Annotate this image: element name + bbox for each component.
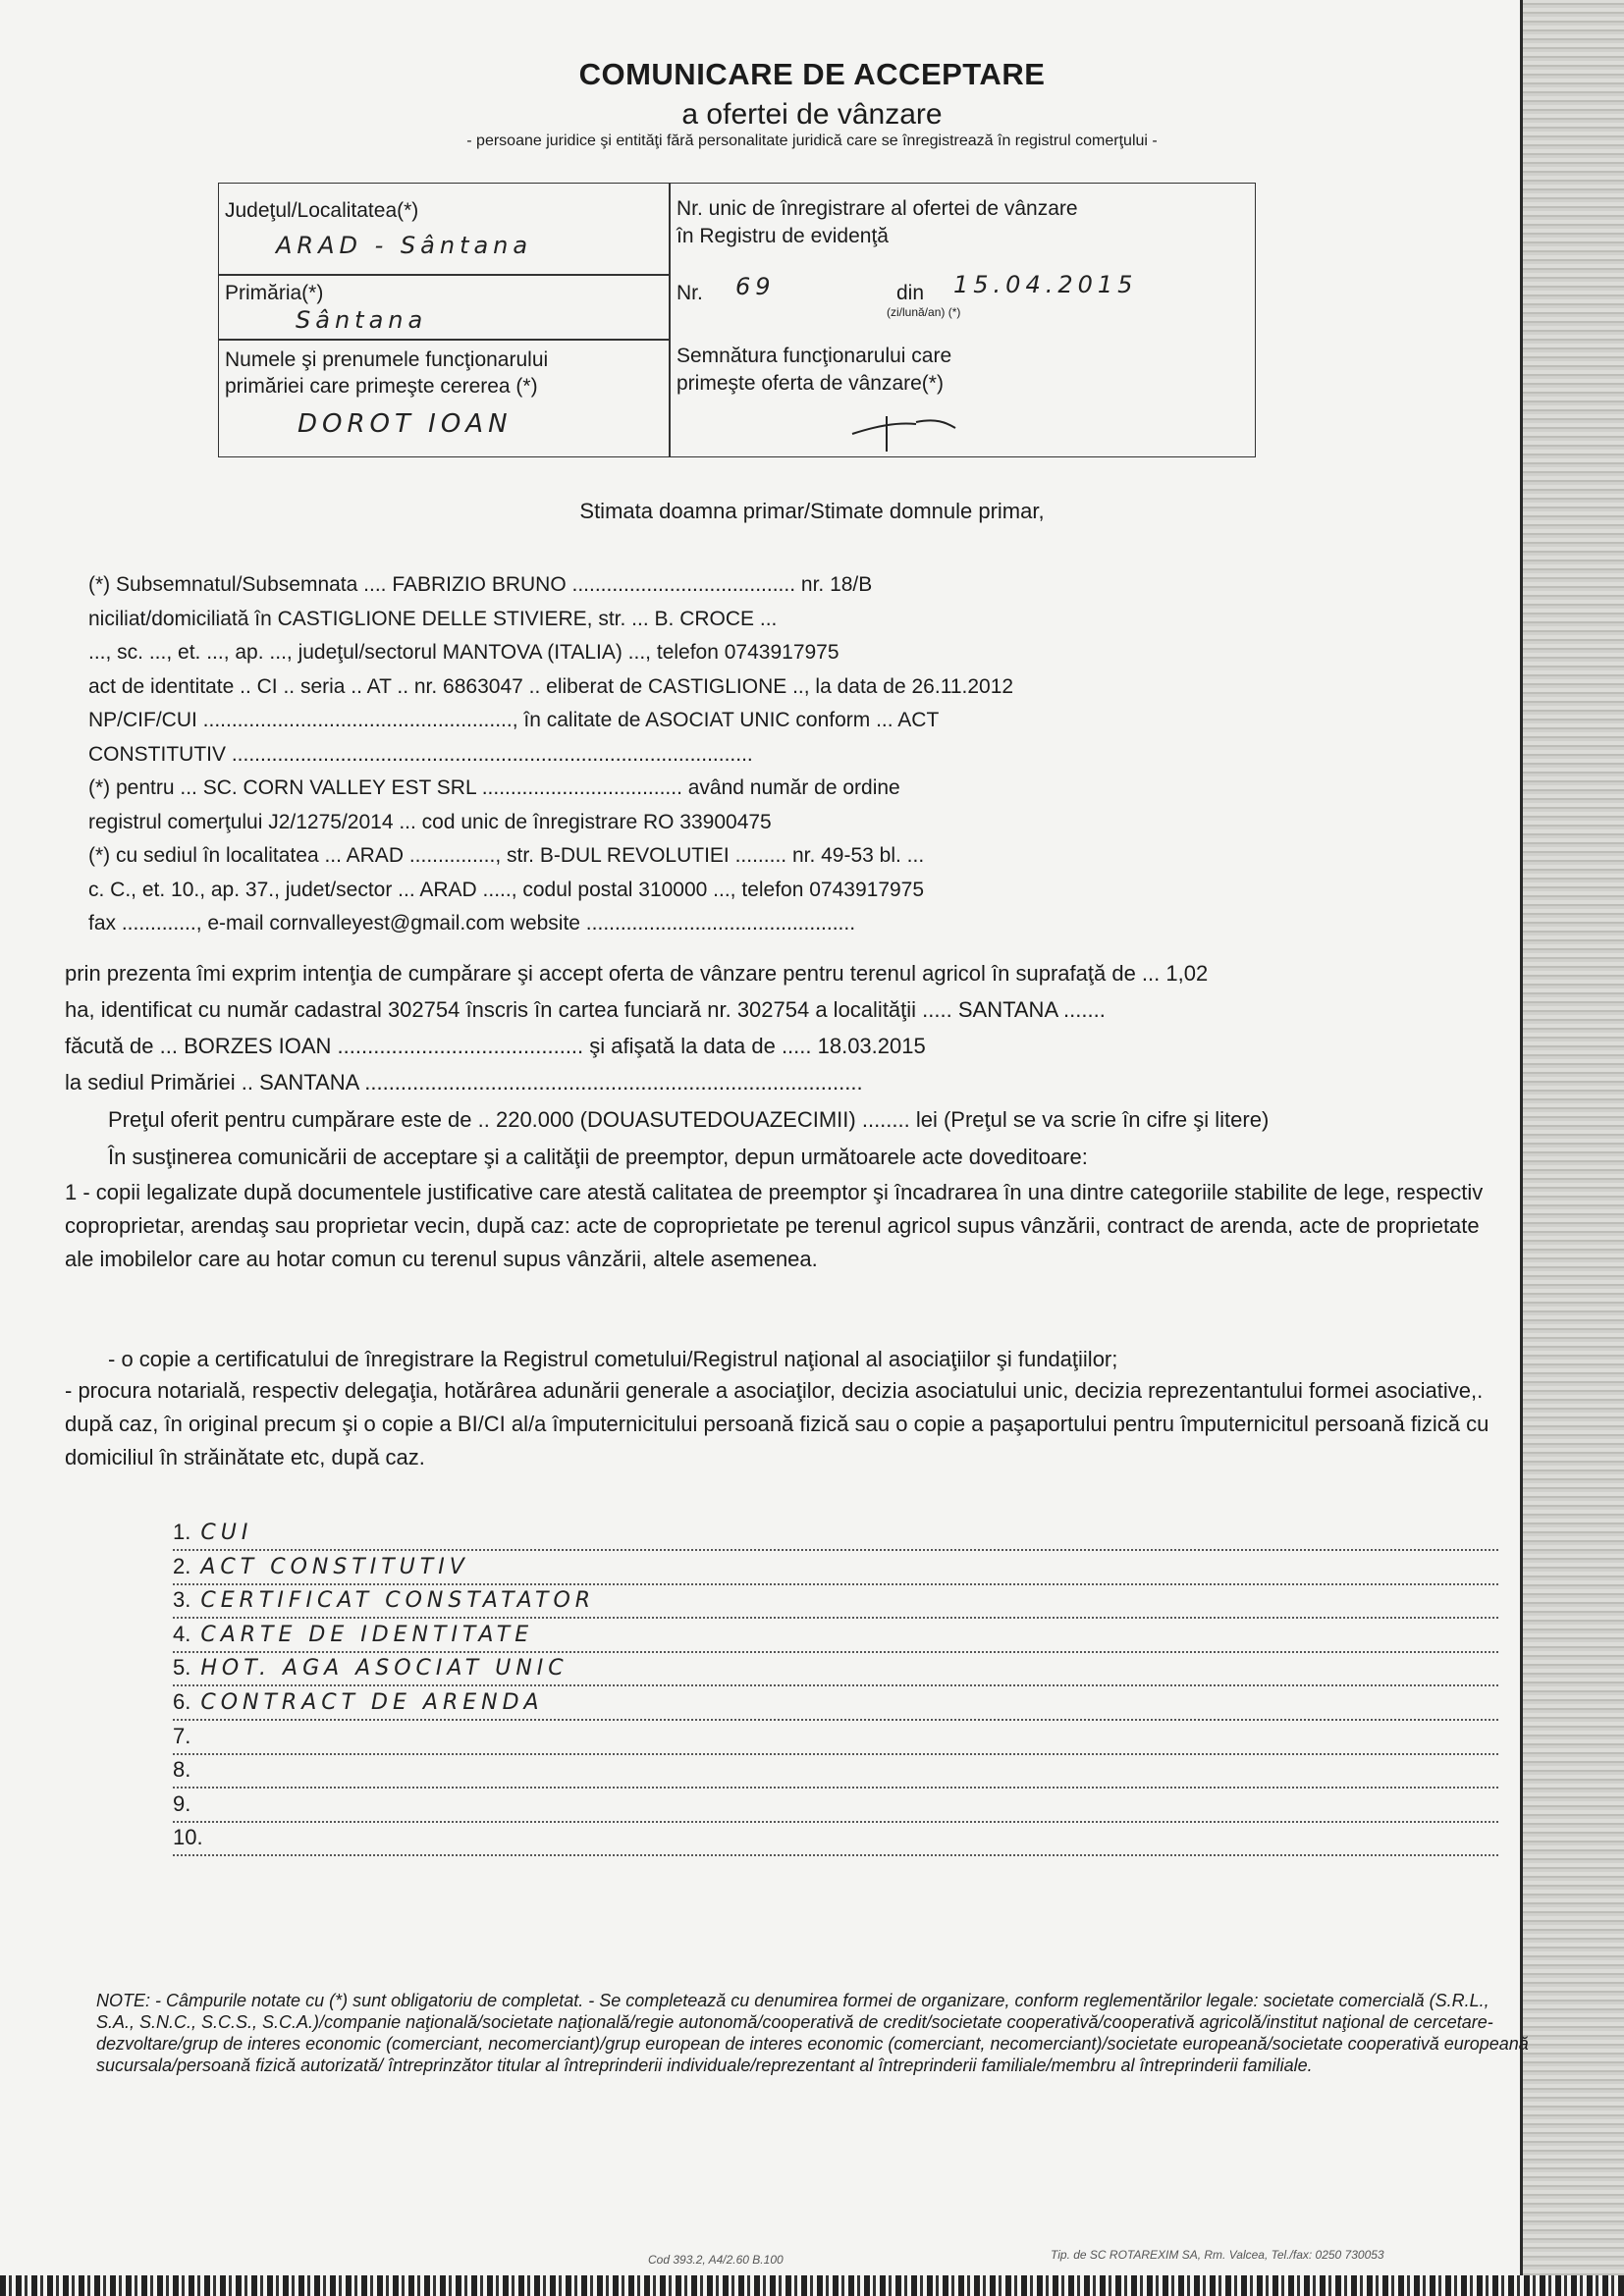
- scan-bottom-edge: [0, 2275, 1624, 2296]
- applicant-line: ..., sc. ..., et. ..., ap. ..., judeţul/sectorul MANTOVA (ITALIA) ..., telefon 0743917975: [88, 641, 839, 664]
- document-item: [173, 1622, 1498, 1653]
- offer-paragraph: În susţinerea comunicării de acceptare şi a calităţii de preemptor, depun următoarele acte doveditoare:: [108, 1145, 1088, 1169]
- nr-unic-label-2: în Registru de evidenţă: [677, 225, 889, 247]
- offer-paragraph: ha, identificat cu număr cadastral 302754 înscris în cartea funciară nr. 302754 a localităţii ..... SANTANA .......: [65, 997, 1106, 1022]
- document-item: [173, 1520, 1498, 1551]
- offer-paragraph: - o copie a certificatului de înregistrare la Registrul cometului/Registrul naţional al asociaţiilor şi fundaţiilor;: [108, 1347, 1118, 1371]
- applicant-line: niciliat/domiciliată în CASTIGLIONE DELLE STIVIERE, str. ... B. CROCE ...: [88, 607, 778, 630]
- applicant-line: (*) pentru ... SC. CORN VALLEY EST SRL ................................... având număr de ordine: [88, 776, 900, 799]
- offer-paragraph: prin prezenta îmi exprim intenţia de cumpărare şi accept oferta de vânzare pentru terenul agricol în suprafaţă de ... 1,02: [65, 961, 1209, 986]
- applicant-line: registrul comerţului J2/1275/2014 ... cod unic de înregistrare RO 33900475: [88, 810, 772, 833]
- document-number: 2.: [173, 1553, 191, 1578]
- primaria-value: Sântana: [296, 306, 428, 334]
- judet-label: Judeţul/Localitatea(*): [225, 199, 419, 222]
- document-text: CONTRACT DE ARENDA: [200, 1690, 544, 1715]
- table-row-divider: [219, 339, 669, 341]
- document-number: 5.: [173, 1655, 191, 1681]
- nr-value: 69: [735, 273, 776, 300]
- footer-code: Cod 393.2, A4/2.60 B.100: [648, 2253, 784, 2267]
- document-number: 7.: [173, 1723, 191, 1748]
- offer-paragraph: Preţul oferit pentru cumpărare este de .. 220.000 (DOUASUTEDOUAZECIMII) ........ lei (Preţul se va scrie în cifre şi litere): [108, 1107, 1270, 1132]
- applicant-line: act de identitate .. CI .. seria .. AT .. nr. 6863047 .. eliberat de CASTIGLIONE .., la data de 26.11.2012: [88, 674, 1014, 698]
- offer-paragraph: 1 - copii legalizate după documentele justificative care atestă calitatea de preemptor şi încadrarea în una dintre categoriile stabilite de lege, respectiv coproprietar, arendaş sau proprietar vecin, după caz: acte de coproprietate pe terenul agricol supus vânzării, contract de arenda, acte de proprietate ale imobilelor care au hotar comun cu terenul supus vânzării, altele asemenea.: [65, 1180, 1484, 1271]
- offer-paragraph: - procura notarială, respectiv delegaţia, hotărârea adunării generale a asociaţilor, decizia asociatului unic, decizia reprezentantului formei asociative,. după caz, în original precum şi o copie a BI/CI al/a împuternicitului persoană fizică sau o copie a paşaportului pentru împuternicitul persoană fizică cu domiciliul în străinătate etc, după caz.: [65, 1378, 1489, 1469]
- table-row-divider: [219, 274, 669, 276]
- document-item: [173, 1554, 1498, 1585]
- functionar-label-1: Numele şi prenumele funcţionarului: [225, 348, 549, 371]
- document-item: [173, 1655, 1498, 1686]
- page-subsubtitle: - persoane juridice şi entităţi fără personalitate juridică care se înregistrează în registrul comerţului -: [466, 133, 1158, 149]
- offer-paragraph: făcută de ... BORZES IOAN ......................................... şi afişată la data de ..... 18.03.2015: [65, 1034, 926, 1058]
- document-number: 6.: [173, 1689, 191, 1714]
- document-item: [173, 1825, 1498, 1856]
- salutation: Stimata doamna primar/Stimate domnule primar,: [579, 499, 1045, 523]
- document-number: 3.: [173, 1587, 191, 1613]
- semnatura-label-1: Semnătura funcţionarului care: [677, 345, 952, 367]
- document-number: 8.: [173, 1757, 191, 1783]
- page-subtitle: a ofertei de vânzare: [681, 98, 943, 131]
- applicant-line: (*) cu sediul în localitatea ... ARAD ..............., str. B-DUL REVOLUTIEI ......... nr. 49-53 bl. ...: [88, 844, 925, 867]
- document-text: ACT CONSTITUTIV: [200, 1554, 469, 1579]
- din-label: din: [896, 282, 925, 304]
- registration-table: [218, 183, 1256, 457]
- document-text: HOT. AGA ASOCIAT UNIC: [200, 1656, 568, 1682]
- note-text: NOTE: - Câmpurile notate cu (*) sunt obligatoriu de completat. - Se completează cu denumirea formei de organizare, conform reglementărilor legale: societate comercială (S.R.L., S.A., S.N.C., S.C.S., S.C.A.)/companie naţională/societate naţională/regie autonomă/cooperativă de credit/societate cooperativă/cooperativă agricolă/institut naţional de cercetare-dezvoltare/grup de interes economic (comerciant, necomerciant)/grup european de interes economic (comerciant, necomerciant)/societate europeană/societate cooperativă europeană sucursala/persoană fizică autorizată/ întreprinzător titular al întreprinderii individuale/reprezentant al întreprinderii familiale/membru al întreprinderii familiale.: [96, 1991, 1529, 2075]
- primaria-label: Primăria(*): [225, 282, 324, 304]
- document-text: CUI: [200, 1521, 253, 1545]
- page-title: COMUNICARE DE ACCEPTARE: [578, 57, 1046, 91]
- table-divider: [669, 184, 671, 456]
- applicant-line: fax ............., e-mail cornvalleyest@gmail.com website ...............................................: [88, 912, 856, 934]
- document-item: [173, 1724, 1498, 1755]
- judet-value: ARAD - Sântana: [276, 232, 533, 259]
- document-item: [173, 1757, 1498, 1789]
- document-number: 1.: [173, 1520, 191, 1544]
- applicant-line: NP/CIF/CUI ......................................................, în calitate de ASOCIAT UNIC conform ... ACT: [88, 709, 940, 731]
- scan-edge-line: [1520, 0, 1523, 2296]
- document-text: CERTIFICAT CONSTATATOR: [200, 1588, 596, 1614]
- applicant-line: c. C., et. 10., ap. 37., judet/sector ... ARAD ....., codul postal 310000 ..., telefon 0743917975: [88, 878, 925, 901]
- document-number: 9.: [173, 1790, 191, 1816]
- functionar-value: DOROT IOAN: [298, 409, 513, 439]
- offer-paragraph: la sediul Primăriei .. SANTANA ...................................................................................: [65, 1070, 863, 1095]
- document-number: 4.: [173, 1621, 191, 1646]
- document-text: CARTE DE IDENTITATE: [200, 1622, 534, 1647]
- document-item: [173, 1587, 1498, 1619]
- footer-printer: Tip. de SC ROTAREXIM SA, Rm. Valcea, Tel./fax: 0250 730053: [1051, 2248, 1384, 2262]
- functionar-label-2: primăriei care primeşte cererea (*): [225, 375, 538, 398]
- document-item: [173, 1689, 1498, 1721]
- document-item: [173, 1791, 1498, 1823]
- applicant-line: CONSTITUTIV ...........................................................................................: [88, 742, 753, 766]
- nr-prefix: Nr.: [677, 282, 703, 304]
- nr-unic-label-1: Nr. unic de înregistrare al ofertei de vânzare: [677, 197, 1078, 220]
- date-hint: (zi/lună/an) (*): [887, 305, 961, 319]
- document-number: 10.: [173, 1825, 203, 1850]
- official-signature: [847, 404, 965, 454]
- din-value: 15.04.2015: [953, 271, 1138, 298]
- semnatura-label-2: primeşte oferta de vânzare(*): [677, 372, 944, 395]
- applicant-line: (*) Subsemnatul/Subsemnata .... FABRIZIO BRUNO ....................................... nr. 18/B: [88, 573, 873, 596]
- scan-edge: [1520, 0, 1624, 2296]
